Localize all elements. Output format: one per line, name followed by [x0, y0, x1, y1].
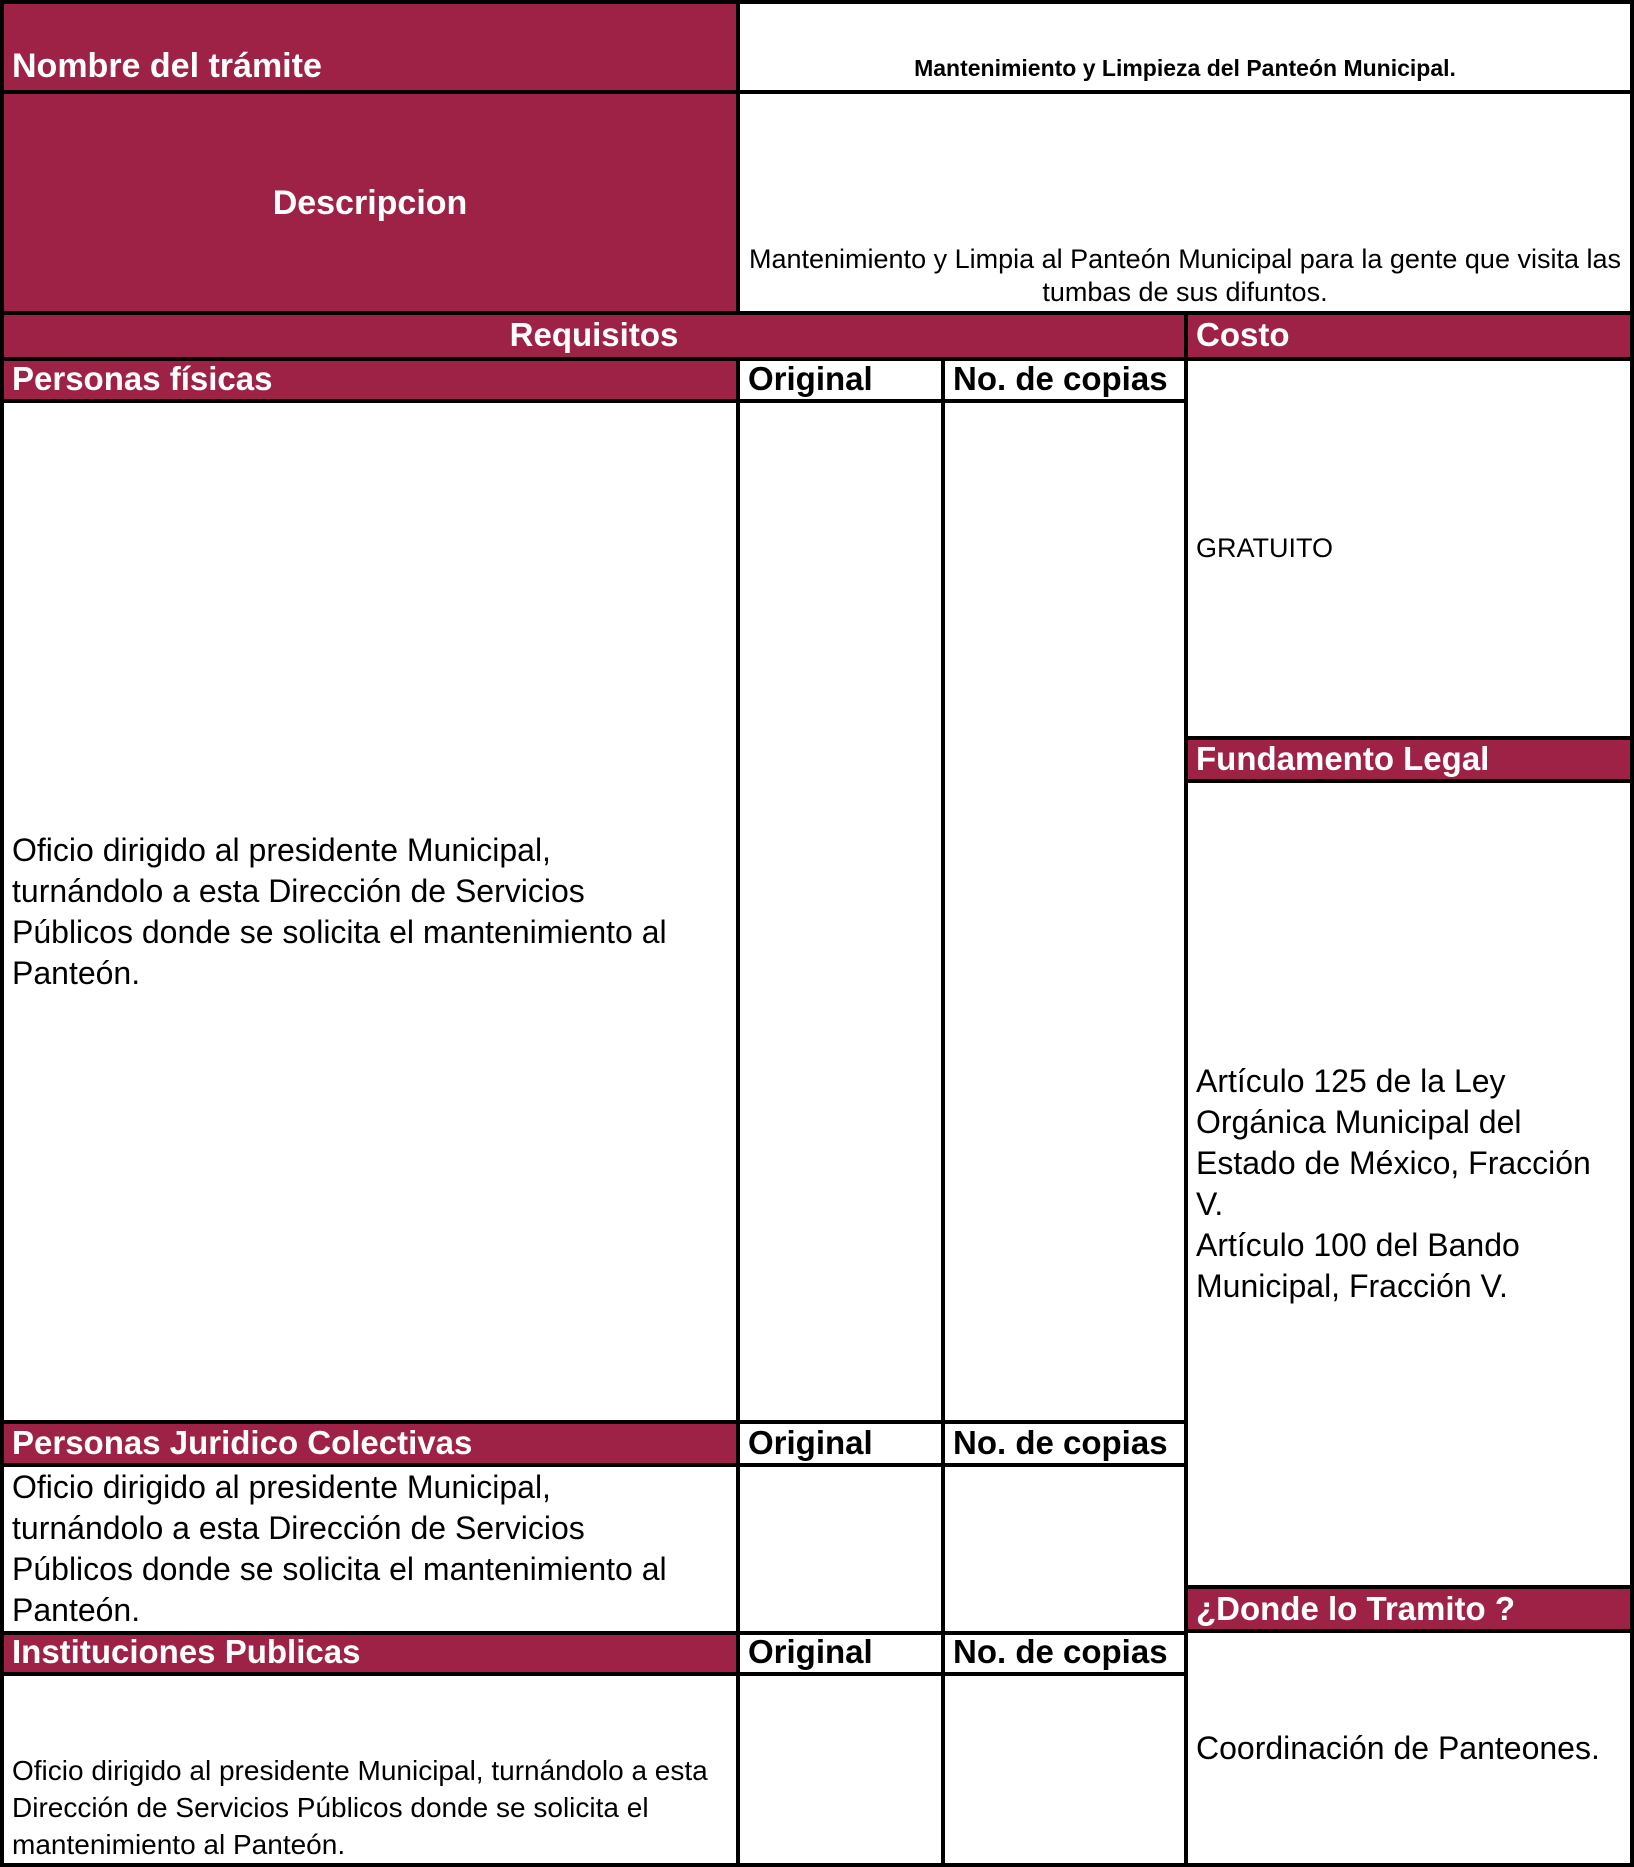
fundamento-value: [1184, 779, 1634, 1589]
requisitos-title-text: Requisitos: [509, 316, 679, 353]
fundamento-value-text: Artículo 125 de la Ley Orgánica Municipal del Estado de México, Fracción V. Artículo 100 del Bando Municipal, Fracción V.: [1196, 1063, 1591, 1304]
tramite-name-label-text: Nombre del trámite: [12, 47, 322, 85]
requisitos-title: [0, 311, 1188, 361]
descripcion-value: [736, 90, 1634, 315]
instituciones-copias-header: [941, 1631, 1188, 1676]
tramite-name-label: [0, 0, 740, 94]
personas-juridico-requisito-text: Oficio dirigido al presidente Municipal, turnándolo a esta Dirección de Servicios Públicos donde se solicita el mantenimiento al Panteón.: [12, 1469, 667, 1628]
descripcion-value-text: Mantenimiento y Limpia al Panteón Municipal para la gente que visita las tumbas de sus difuntos.: [748, 244, 1621, 307]
costo-label: [1184, 311, 1634, 361]
personas-juridico-copias-cell: [941, 1463, 1188, 1635]
instituciones-heading-text: Instituciones Publicas: [12, 1633, 361, 1670]
personas-fisicas-original-label: Original: [748, 360, 873, 397]
personas-fisicas-copias-header: [941, 357, 1188, 403]
donde-value: [1184, 1629, 1634, 1867]
tramite-name-value-text: Mantenimiento y Limpieza del Panteón Municipal.: [914, 55, 1456, 81]
instituciones-copias-label: No. de copias: [953, 1633, 1168, 1670]
personas-juridico-heading: [0, 1420, 740, 1467]
personas-fisicas-original-header: [736, 357, 945, 403]
costo-value: [1184, 357, 1634, 740]
descripcion-label-text: Descripcion: [272, 183, 468, 222]
personas-juridico-original-cell: [736, 1463, 945, 1635]
donde-label: [1184, 1585, 1634, 1633]
instituciones-original-cell: [736, 1672, 945, 1867]
tramite-name-value: [736, 0, 1634, 94]
instituciones-copias-cell: [941, 1672, 1188, 1867]
instituciones-requisito: [0, 1672, 740, 1867]
instituciones-requisito-text: Oficio dirigido al presidente Municipal, turnándolo a esta Dirección de Servicios Públicos donde se solicita el mantenimiento al Panteón.: [12, 1755, 708, 1860]
personas-juridico-original-label: Original: [748, 1424, 873, 1461]
instituciones-original-label: Original: [748, 1633, 873, 1670]
personas-juridico-copias-label: No. de copias: [953, 1424, 1168, 1461]
descripcion-label: [0, 90, 740, 315]
donde-value-text: Coordinación de Panteones.: [1196, 1729, 1600, 1766]
personas-fisicas-copias-cell: [941, 399, 1188, 1424]
donde-label-text: ¿Donde lo Tramito ?: [1196, 1590, 1515, 1627]
instituciones-heading: [0, 1631, 740, 1676]
personas-fisicas-requisito-text: Oficio dirigido al presidente Municipal, turnándolo a esta Dirección de Servicios Públicos donde se solicita el mantenimiento al Panteón.: [12, 831, 667, 991]
costo-value-text: GRATUITO: [1196, 533, 1334, 563]
costo-label-text: Costo: [1196, 316, 1290, 353]
personas-juridico-original-header: [736, 1420, 945, 1467]
personas-fisicas-original-cell: [736, 399, 945, 1424]
personas-juridico-requisito: [0, 1463, 740, 1635]
personas-juridico-copias-header: [941, 1420, 1188, 1467]
personas-juridico-heading-text: Personas Juridico Colectivas: [12, 1424, 473, 1461]
personas-fisicas-copias-label: No. de copias: [953, 360, 1168, 397]
personas-fisicas-heading: [0, 357, 740, 403]
instituciones-original-header: [736, 1631, 945, 1676]
fundamento-label: [1184, 736, 1634, 783]
personas-fisicas-heading-text: Personas físicas: [12, 360, 273, 397]
fundamento-label-text: Fundamento Legal: [1196, 740, 1490, 777]
personas-fisicas-requisito: [0, 399, 740, 1424]
